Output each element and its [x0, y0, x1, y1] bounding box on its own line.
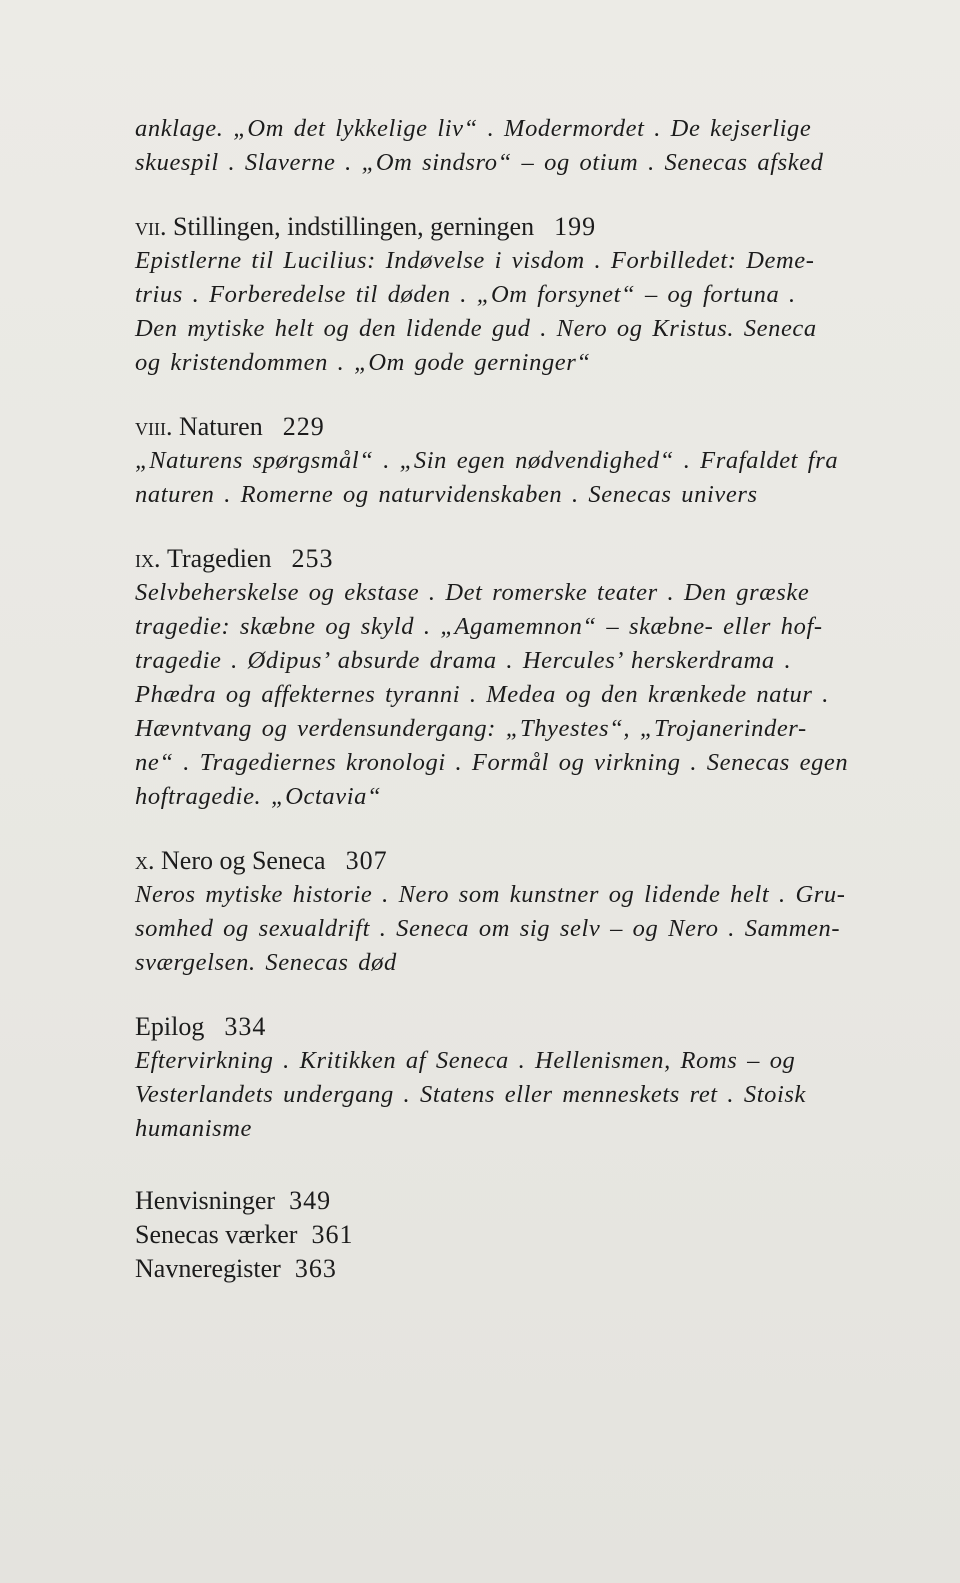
- chapter-title: Nero og Seneca: [161, 846, 326, 875]
- entry-title: Navneregister: [135, 1254, 281, 1283]
- description-line: Neros mytiske historie . Nero som kunstner og lidende helt . Gru-: [135, 881, 846, 908]
- page-number: 307: [345, 846, 388, 875]
- description-line: Epistlerne til Lucilius: Indøvelse i visdom . Forbilledet: Deme-: [135, 247, 815, 274]
- epilog-entry: [135, 1010, 875, 1146]
- chapter-description: [135, 1044, 875, 1146]
- chapter-heading: [135, 210, 875, 244]
- chapter-entry: [135, 844, 875, 980]
- chapter-description: [135, 878, 875, 980]
- description-line: Phædra og affekternes tyranni . Medea og den krænkede natur .: [135, 681, 829, 708]
- description-line: Eftervirkning . Kritikken af Seneca . Hellenismen, Roms – og: [135, 1047, 796, 1074]
- description-line: tragedie . Ødipus’ absurde drama . Hercules’ herskerdrama .: [135, 647, 792, 674]
- chapter-numeral: vii.: [135, 212, 167, 241]
- chapter-title: Stillingen, indstillingen, gerningen: [173, 212, 535, 241]
- back-matter-list: [135, 1184, 875, 1286]
- entry-title: Henvisninger: [135, 1186, 276, 1215]
- back-matter-entry: [135, 1252, 875, 1286]
- chapter-heading: [135, 410, 875, 444]
- description-line: naturen . Romerne og naturvidenskaben . Senecas univers: [135, 481, 758, 508]
- chapter-numeral: x.: [135, 846, 155, 875]
- table-of-contents: [135, 112, 875, 1286]
- chapter-description: [135, 112, 875, 180]
- page-number: 361: [311, 1220, 354, 1249]
- chapter-heading: [135, 844, 875, 878]
- description-line: og kristendommen . „Om gode gerninger“: [135, 349, 591, 376]
- page-number: 229: [282, 412, 325, 441]
- chapter-entry: [135, 542, 875, 814]
- page-number: 253: [291, 544, 334, 573]
- chapter-numeral: viii.: [135, 412, 173, 441]
- back-matter-entry: [135, 1184, 875, 1218]
- entry-title: Senecas værker: [135, 1220, 298, 1249]
- description-line: Selvbeherskelse og ekstase . Det romerske teater . Den græske: [135, 579, 810, 606]
- chapter-entry: [135, 410, 875, 512]
- chapter-description: [135, 576, 875, 814]
- description-line: Den mytiske helt og den lidende gud . Nero og Kristus. Seneca: [135, 315, 817, 342]
- description-line: Hævntvang og verdensundergang: „Thyestes“, „Trojanerinder-: [135, 715, 807, 742]
- chapter-heading: [135, 542, 875, 576]
- back-matter-entry: [135, 1218, 875, 1252]
- chapter-heading: [135, 1010, 875, 1044]
- description-line: „Naturens spørgsmål“ . „Sin egen nødvendighed“ . Frafaldet fra: [135, 447, 839, 474]
- description-line: anklage. „Om det lykkelige liv“ . Modermordet . De kejserlige: [135, 115, 812, 142]
- page-number: 349: [289, 1186, 332, 1215]
- description-line: skuespil . Slaverne . „Om sindsro“ – og otium . Senecas afsked: [135, 149, 824, 176]
- page-number: 199: [554, 212, 597, 241]
- description-line: hoftragedie. „Octavia“: [135, 783, 382, 810]
- description-line: somhed og sexualdrift . Seneca om sig selv – og Nero . Sammen-: [135, 915, 841, 942]
- description-line: ne“ . Tragediernes kronologi . Formål og virkning . Senecas egen: [135, 749, 849, 776]
- description-line: trius . Forberedelse til døden . „Om forsynet“ – og fortuna .: [135, 281, 796, 308]
- page-number: 363: [294, 1254, 337, 1283]
- description-line: tragedie: skæbne og skyld . „Agamemnon“ – skæbne- eller hof-: [135, 613, 823, 640]
- chapter-title: Epilog: [135, 1012, 205, 1041]
- chapter-continuation: [135, 112, 875, 180]
- chapter-numeral: ix.: [135, 544, 161, 573]
- chapter-description: [135, 244, 875, 380]
- description-line: sværgelsen. Senecas død: [135, 949, 397, 976]
- chapter-description: [135, 444, 875, 512]
- chapter-title: Tragedien: [167, 544, 272, 573]
- page-number: 334: [224, 1012, 267, 1041]
- chapter-title: Naturen: [178, 412, 263, 441]
- chapter-entry: [135, 210, 875, 380]
- description-line: Vesterlandets undergang . Statens eller menneskets ret . Stoisk: [135, 1081, 807, 1108]
- description-line: humanisme: [135, 1115, 253, 1142]
